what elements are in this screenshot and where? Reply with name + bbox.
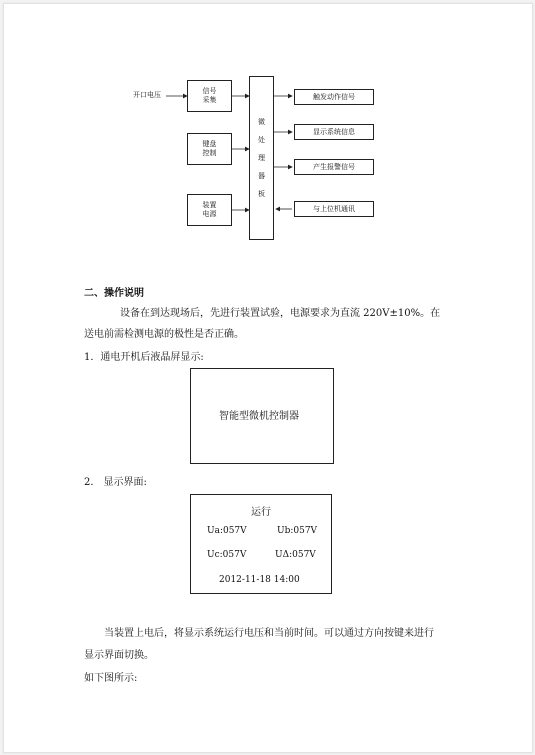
output-comm-label: 与上位机通讯 bbox=[313, 204, 355, 213]
document-page bbox=[3, 3, 533, 753]
output-trigger-label: 触发动作信号 bbox=[313, 92, 355, 101]
step-2-label: 2． 显示界面: bbox=[84, 477, 147, 488]
lcd-startup-screen bbox=[190, 368, 334, 464]
output-trigger-box bbox=[294, 89, 374, 105]
power-box-line2: 电源 bbox=[202, 210, 217, 218]
cpu-char-4: 器 bbox=[258, 172, 265, 180]
lcd-datetime: 2012-11-18 14:00 bbox=[219, 575, 300, 585]
power-supply-box bbox=[187, 194, 232, 226]
output-comm-box bbox=[294, 201, 374, 217]
lcd-run-title: 运行 bbox=[251, 507, 271, 518]
power-box-line1: 装置 bbox=[202, 201, 217, 209]
cpu-char-3: 理 bbox=[258, 154, 265, 162]
output-display-label: 显示系统信息 bbox=[313, 127, 355, 136]
lcd-ua-value: Ua:057V bbox=[207, 526, 247, 536]
lcd-run-screen bbox=[190, 494, 332, 594]
signal-box-line1: 信号 bbox=[202, 87, 217, 95]
step-1-label: 1．通电开机后液晶屏显示: bbox=[84, 352, 204, 363]
output-alarm-box bbox=[294, 159, 374, 175]
intro-line-2: 送电前需检测电源的极性是否正确。 bbox=[84, 329, 244, 340]
lcd-ud-value: UΔ:057V bbox=[275, 550, 316, 560]
intro-line-1: 设备在到达现场后，先进行装置试验，电源要求为直流 220V±10%。在 bbox=[120, 308, 441, 319]
para-3: 如下图所示: bbox=[84, 673, 138, 684]
lcd-uc-value: Uc:057V bbox=[207, 550, 247, 560]
microprocessor-board-box bbox=[249, 76, 274, 240]
lcd-ub-value: Ub:057V bbox=[277, 526, 318, 536]
output-display-box bbox=[294, 124, 374, 140]
key-box-line1: 键盘 bbox=[202, 140, 217, 148]
section-heading: 二、操作说明 bbox=[84, 288, 144, 299]
output-alarm-label: 产生报警信号 bbox=[313, 162, 355, 171]
para-2-line-2: 显示界面切换。 bbox=[84, 650, 154, 661]
input-label: 开口电压 bbox=[133, 91, 161, 99]
keyboard-control-box bbox=[187, 133, 232, 165]
para-2-line-1: 当装置上电后，将显示系统运行电压和当前时间。可以通过方向按键来进行 bbox=[104, 628, 434, 639]
signal-acquisition-box bbox=[187, 80, 232, 112]
signal-box-line2: 采集 bbox=[202, 96, 217, 104]
lcd-startup-text: 智能型微机控制器 bbox=[219, 411, 299, 422]
cpu-char-2: 处 bbox=[258, 136, 265, 144]
key-box-line2: 控制 bbox=[202, 149, 217, 157]
cpu-char-1: 微 bbox=[258, 118, 265, 126]
cpu-char-5: 板 bbox=[258, 190, 265, 198]
